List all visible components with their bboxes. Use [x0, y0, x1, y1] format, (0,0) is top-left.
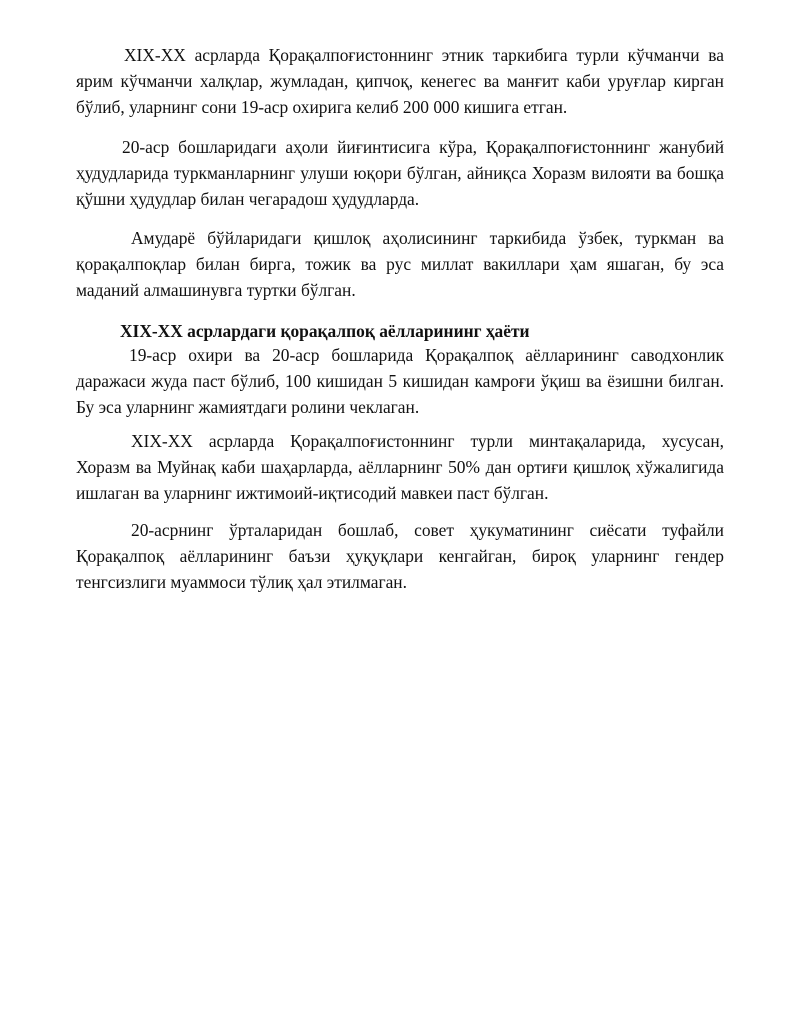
section-heading: XIX-XX асрлардаги қорақалпоқ аёлларининг ҳаёти — [120, 321, 530, 341]
paragraph-census-turkmen: 20-аср бошларидаги аҳоли йиғинтисига кўра, Қорақалпоғистоннинг жанубий ҳудудларида туркманларнинг улуши юқори бўлган, айниқса Хоразм вилояти ва бошқа қўшни ҳудудлар билан чегарадош ҳудудларда. — [76, 137, 724, 209]
paragraph-amudarya-population: Амударё бўйларидаги қишлоқ аҳолисининг таркибида ўзбек, туркман ва қорақалпоқлар билан бирга, тожик ва рус миллат вакиллари ҳам яшаган, бу эса маданий алмашинувга туртки бўлган. — [76, 228, 724, 300]
paragraph-soviet-rights: 20-асрнинг ўрталаридан бошлаб, совет ҳукуматининг сиёсати туфайли Қорақалпоқ аёлларининг баъзи ҳуқуқлари кенгайган, бироқ уларнинг гендер тенгсизлиги муаммоси тўлиқ ҳал этилмаган. — [76, 520, 724, 592]
paragraph-agriculture-work: XIX-XX асрларда Қорақалпоғистоннинг турли минтақаларида, хусусан, Хоразм ва Муйнақ каби шаҳарларда, аёлларнинг 50% дан ортиғи қишлоқ хўжалигида ишлаган ва уларнинг ижтимоий-иқтисодий мавкеи паст бўлган. — [76, 431, 724, 503]
paragraph-literacy: 19-аср охири ва 20-аср бошларида Қорақалпоқ аёлларининг саводхонлик даражаси жуда паст бўлиб, 100 кишидан 5 кишидан камроғи ўқиш ва ёзишни билган. Бу эса уларнинг жамиятдаги ролини чеклаган. — [76, 345, 724, 417]
paragraph-ethnic-composition: XIX-XX асрларда Қорақалпоғистоннинг этник таркибига турли кўчманчи ва ярим кўчманчи халқлар, жумладан, қипчоқ, кенегес ва манғит каби уруғлар кирган бўлиб, уларнинг сони 19-аср охирига келиб 200 000 кишига етган. — [76, 45, 724, 117]
